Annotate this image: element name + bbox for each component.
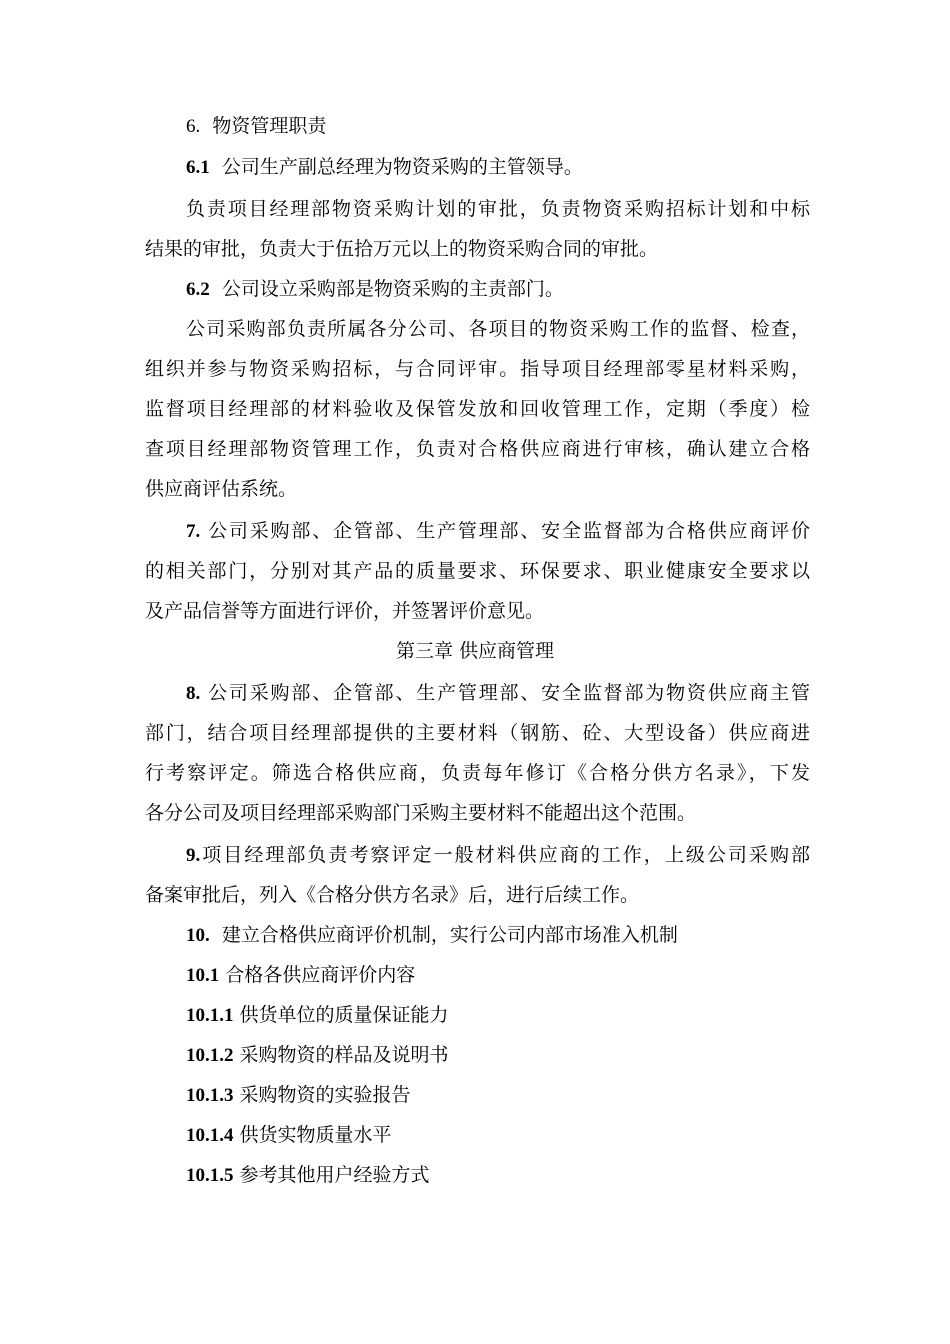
section-number: 10.1.1: [186, 1005, 234, 1026]
paragraph-line: 的相关部门，分别对其产品的质量要求、环保要求、职业健康安全要求以: [145, 560, 810, 582]
section-number: 10.1.3: [186, 1085, 234, 1106]
section-6-1: [186, 155, 810, 180]
section-text: 采购物资的实验报告: [239, 1084, 411, 1106]
paragraph-line: 负责项目经理部物资采购计划的审批，负责物资采购招标计划和中标: [186, 198, 810, 220]
paragraph-line: 供应商评估系统。: [145, 478, 298, 500]
paragraph-line: 各分公司及项目经理部采购部门采购主要材料不能超出这个范围。: [145, 802, 697, 824]
section-number: 6.1: [186, 157, 210, 178]
section-number: 10.1.4: [186, 1125, 234, 1146]
section-text: 供货单位的质量保证能力: [239, 1004, 449, 1026]
section-title: 物资管理职责: [212, 115, 327, 137]
paragraph-line: 行考察评定。筛选合格供应商，负责每年修订《合格分供方名录》，下发: [145, 762, 810, 784]
section-number: 10.1.2: [186, 1045, 234, 1066]
section-number: 6.: [186, 116, 201, 137]
section-text: 公司设立采购部是物资采购的主责部门。: [221, 278, 564, 300]
paragraph-line: 项目经理部负责考察评定一般材料供应商的工作，上级公司采购部: [200, 844, 810, 866]
paragraph-line: 公司采购部、企管部、生产管理部、安全监督部为合格供应商评价: [208, 520, 810, 542]
section-number: 6.2: [186, 279, 210, 300]
section-text: 供货实物质量水平: [239, 1124, 392, 1146]
section-10: [186, 923, 810, 948]
section-number: 10.1: [186, 965, 220, 986]
section-9: [186, 843, 810, 868]
paragraph-line: 结果的审批，负责大于伍拾万元以上的物资采购合同的审批。: [145, 238, 659, 260]
section-number: 10.1.5: [186, 1165, 234, 1186]
paragraph-line: 部门，结合项目经理部提供的主要材料（钢筋、砼、大型设备）供应商进: [145, 722, 810, 744]
section-10-1-2: [186, 1043, 810, 1068]
section-text: 公司生产副总经理为物资采购的主管领导。: [221, 156, 583, 178]
section-10-1-1: [186, 1003, 810, 1028]
paragraph-line: 公司采购部、企管部、生产管理部、安全监督部为物资供应商主管: [208, 682, 810, 704]
section-text: 合格各供应商评价内容: [225, 964, 416, 986]
section-number: 10.: [186, 925, 210, 946]
paragraph-line: 查项目经理部物资管理工作，负责对合格供应商进行审核，确认建立合格: [145, 438, 810, 460]
section-10-1-4: [186, 1123, 810, 1148]
section-10-1: [186, 963, 810, 988]
section-7: [186, 519, 810, 544]
section-10-1-3: [186, 1083, 810, 1108]
paragraph-line: 备案审批后，列入《合格分供方名录》后，进行后续工作。: [145, 884, 640, 906]
section-number: 7.: [186, 521, 201, 542]
paragraph-line: 组织并参与物资采购招标，与合同评审。指导项目经理部零星材料采购，: [145, 358, 810, 380]
section-6-heading: [186, 114, 810, 139]
section-6-2: [186, 277, 810, 302]
chapter-heading: 第三章 供应商管理: [395, 640, 555, 662]
section-text: 采购物资的样品及说明书: [239, 1044, 449, 1066]
paragraph-line: 及产品信誉等方面进行评价，并签署评价意见。: [145, 600, 545, 622]
section-text: 建立合格供应商评价机制，实行公司内部市场准入机制: [221, 924, 678, 946]
section-8: [186, 681, 810, 706]
section-number: 9.: [186, 845, 201, 866]
section-number: 8.: [186, 683, 201, 704]
paragraph-line: 监督项目经理部的材料验收及保管发放和回收管理工作，定期（季度）检: [145, 398, 810, 420]
section-10-1-5: [186, 1163, 810, 1188]
paragraph-line: 公司采购部负责所属各分公司、各项目的物资采购工作的监督、检查，: [186, 318, 810, 340]
section-text: 参考其他用户经验方式: [239, 1164, 430, 1186]
